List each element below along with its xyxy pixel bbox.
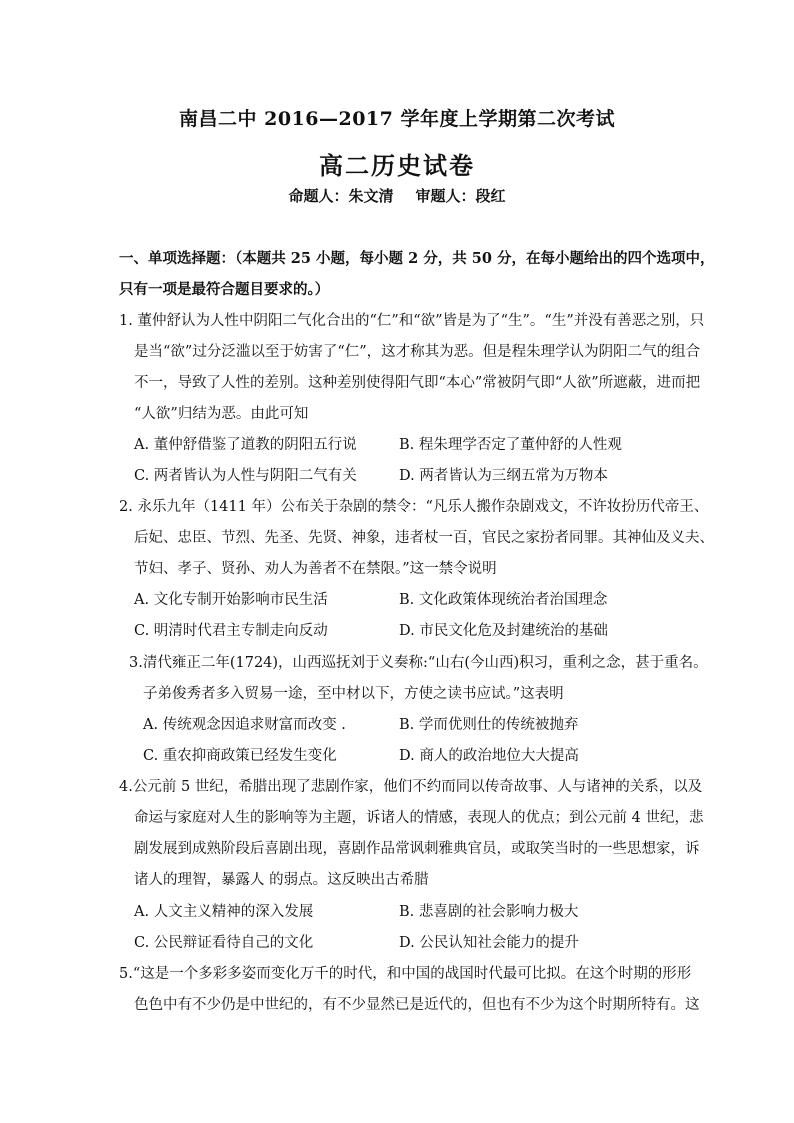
question-2-option-b[interactable]: B. 文化政策体现统治者治国理念 <box>399 592 608 608</box>
question-4-line-2: 命运与家庭对人生的影响等为主题，诉诸人的情感，表现人的优点；到公元前 4 世纪，悲 <box>134 810 704 826</box>
author: 命题人：朱文清 <box>288 187 394 205</box>
question-1-option-d[interactable]: D. 两者皆认为三纲五常为万物本 <box>399 468 608 484</box>
question-3-option-d[interactable]: D. 商人的政治地位大大提高 <box>399 748 579 764</box>
question-2-option-d[interactable]: D. 市民文化危及封建统治的基础 <box>399 623 608 639</box>
reviewer: 审题人：段红 <box>415 187 506 205</box>
question-1-line-2: 是当“欲”过分泛滥以至于妨害了“仁”，这才称其为恶。但是程朱理学认为阴阳二气的组合 <box>134 344 701 360</box>
question-3-option-b[interactable]: B. 学而优则仕的传统被抛弃 <box>399 717 579 733</box>
question-2-option-c[interactable]: C. 明清时代君主专制走向反动 <box>134 623 328 639</box>
question-5-line-1: 5.“这是一个多彩多姿而变化万千的时代，和中国的战国时代最可比拟。在这个时期的形形 <box>119 966 692 982</box>
section-heading-line-2: 只有一项是最符合题目要求的。） <box>119 281 330 298</box>
question-4-line-4: 诸人的理智，暴露人 的弱点。这反映出古希腊 <box>134 872 429 888</box>
question-4-option-b[interactable]: B. 悲喜剧的社会影响力极大 <box>399 904 579 920</box>
question-5-line-2: 色色中有不少仍是中世纪的，有不少显然已是近代的，但也有不少为这个时期所特有。这 <box>134 997 700 1013</box>
question-2-line-3: 节妇、孝子、贤孙、劝人为善者不在禁限。”这一禁令说明 <box>134 561 497 577</box>
question-4-line-1: 4.公元前 5 世纪，希腊出现了悲剧作家，他们不约而同以传奇故事、人与诸神的关系，以及 <box>119 779 703 795</box>
question-1-option-a[interactable]: A. 董仲舒借鉴了道教的阴阳五行说 <box>134 437 357 453</box>
author-line <box>0 185 794 206</box>
exam-subtitle: 高二历史试卷 <box>319 151 475 180</box>
question-1-option-c[interactable]: C. 两者皆认为人性与阴阳二气有关 <box>134 468 357 484</box>
question-2-line-1: 2. 永乐九年（1411 年）公布关于杂剧的禁令：“凡乐人搬作杂剧戏文，不许妆扮历代帝王、 <box>119 499 709 515</box>
question-4-option-d[interactable]: D. 公民认知社会能力的提升 <box>399 935 579 951</box>
question-1-line-3: 不一，导致了人性的差别。这种差别使得阳气即“本心”常被阴气即“人欲”所遮蔽，进而把 <box>134 375 701 391</box>
section-heading-line-1: 一、单项选择题：（本题共 25 小题，每小题 2 分，共 50 分，在每小题给出的四个选项中， <box>119 250 715 267</box>
exam-title: 南昌二中 2016—2017 学年度上学期第二次考试 <box>179 108 615 130</box>
question-1-line-1: 1. 董仲舒认为人性中阴阳二气化合出的“仁”和“欲”皆是为了“生”。“生”并没有善恶之别，只 <box>119 313 705 329</box>
question-3-line-2: 子弟俊秀者多入贸易一途，至中材以下，方使之读书应试。”这表明 <box>143 686 564 702</box>
question-1-option-b[interactable]: B. 程朱理学否定了董仲舒的人性观 <box>399 437 622 453</box>
question-2-line-2: 后妃、忠臣、节烈、先圣、先贤、神象，违者杖一百，官民之家扮者同罪。其神仙及义夫、 <box>134 530 714 546</box>
question-3-line-1: 3.清代雍正二年(1724)，山西巡抚刘于义奏称:“山右(今山西)积习，重利之念，甚于重名。 <box>129 655 708 671</box>
question-3-option-c[interactable]: C. 重农抑商政策已经发生变化 <box>143 748 337 764</box>
question-4-option-c[interactable]: C. 公民辩证看待自己的文化 <box>134 935 314 951</box>
question-4-line-3: 剧发展到成熟阶段后喜剧出现，喜剧作品常讽刺雅典官员，或取笑当时的一些思想家，诉 <box>134 841 700 857</box>
question-4-option-a[interactable]: A. 人文主义精神的深入发展 <box>134 904 314 920</box>
question-3-option-a[interactable]: A. 传统观念因追求财富而改变 . <box>143 717 346 733</box>
question-2-option-a[interactable]: A. 文化专制开始影响市民生活 <box>134 592 328 608</box>
question-1-line-4: “人欲”归结为恶。由此可知 <box>134 406 309 422</box>
